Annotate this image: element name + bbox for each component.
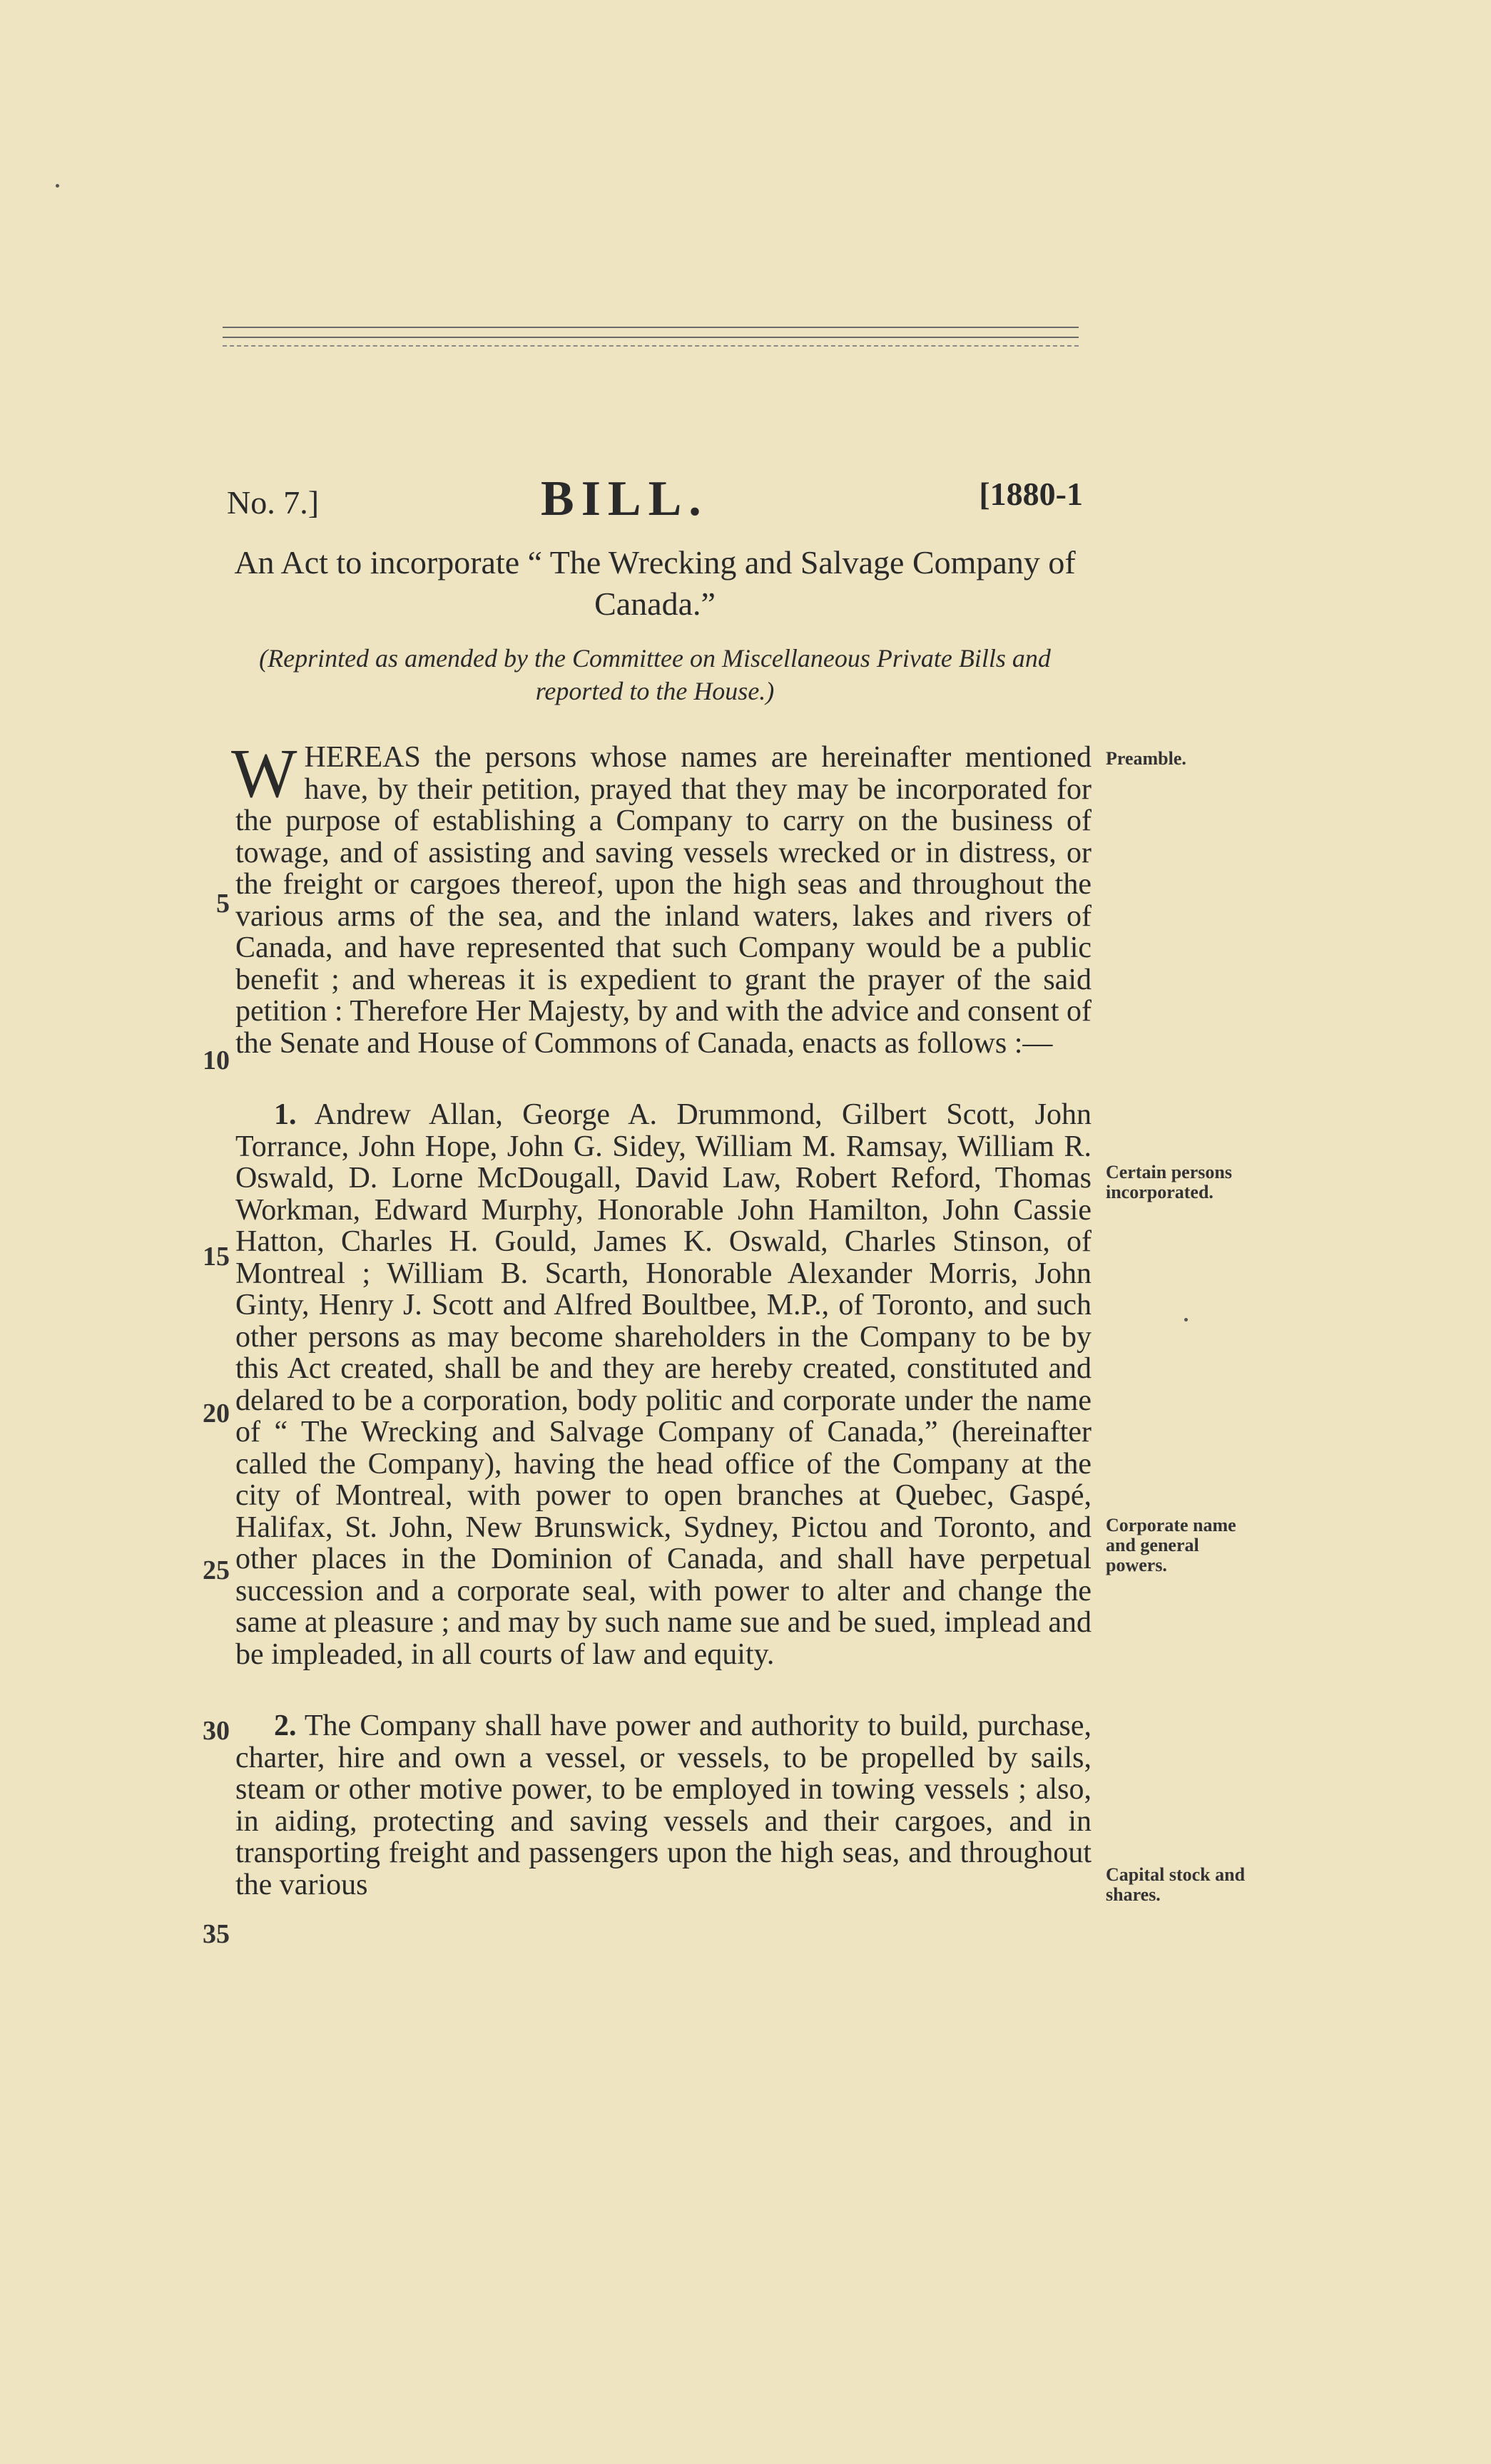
bill-header [227,471,1083,535]
bill-label: BILL. [541,471,708,526]
section-number: 1. [274,1098,297,1131]
line-number: 25 [203,1555,230,1585]
section-2-text: The Company shall have power and authority to build, purchase, charter, hire and own a vessel, or vessels, to be propelled by sails, steam or other motive power, to be employed in towing vessels ; also, in aiding, protecting and saving vessels and their cargoes, and in transporting freight and passengers upon the high seas, and throughout the various [235,1709,1091,1901]
section-2 [235,1710,1091,1901]
marginal-note-certain-persons: Certain persons incorporated. [1106,1162,1232,1202]
bill-body [231,735,1091,1901]
section-1-text: Andrew Allan, George A. Drummond, Gilbert Scott, John Torrance, John Hope, John G. Sidey, William M. Ramsay, William R. Oswald, D. Lorne McDougall, David Law, Robert Reford, Thomas Workman, Edward Murphy, Honorable John Hamilton, John Cassie Hatton, Charles H. Gould, James K. Oswald, Charles Stinson, of Montreal ; William B. Scarth, Honorable Alexander Morris, John Ginty, Henry J. Scott and Alfred Boultbee, M.P., of Toronto, and such other persons as may become shareholders in the Company to be by this Act created, shall be and they are hereby created, constituted and delared to be a corporation, body politic and corporate under the name of “ The Wrecking and Salvage Company of Canada,” (hereinafter called the Company), having the head office of the Company at the city of Montreal, with power to open branches at Quebec, Gaspé, Halifax, St. John, New Brunswick, Sydney, Pictou and Toronto, and other places in the Dominion of Canada, and shall have perpetual succession and a corporate seal, with power to alter and change the same at pleasure ; and may by such name sue and be sued, implead and be impleaded, in all courts of law and equity. [235,1098,1091,1671]
section-number: 2. [274,1709,297,1742]
act-title: An Act to incorporate “ The Wrecking and Salvage Company of Canada.” [234,544,1076,622]
paper-speck [1184,1318,1188,1322]
marginal-note-corporate-name: Corporate name and general powers. [1106,1515,1236,1575]
line-number: 20 [203,1399,230,1428]
paper-speck [56,184,59,188]
line-number: 30 [203,1716,230,1746]
line-number: 15 [203,1242,230,1272]
drop-cap: W [231,735,297,812]
bill-number: No. 7.] [227,484,320,521]
marginal-note-capital-stock: Capital stock and shares. [1106,1864,1246,1905]
top-rule [223,327,1079,328]
line-number: 35 [203,1919,230,1949]
preamble-paragraph [231,735,1091,1060]
marginal-note-preamble: Preamble. [1106,748,1186,769]
preamble-text: HEREAS the persons whose names are hereinafter mentioned have, by their petition, prayed that they may be incorporated for the purpose of establishing a Company to carry on the business of towage, and of assisting and saving vessels wrecked or in distress, or the freight or cargoes thereof, upon the high seas and throughout the various arms of the sea, and the inland waters, lakes and rivers of Canada, and have represented that such Company would be a public benefit ; and whereas it is expedient to grant the prayer of the said petition : Therefore Her Majesty, by and with the advice and consent of the Senate and House of Commons of Canada, enacts as follows :— [235,741,1091,1060]
line-number: 5 [216,889,230,919]
bill-year: [1880-1 [979,476,1083,512]
section-1 [235,1099,1091,1670]
top-rule [223,345,1079,347]
top-rule [223,337,1079,338]
line-number: 10 [203,1046,230,1075]
reprint-note: (Reprinted as amended by the Committee on Miscellaneous Private Bills and reported to the House.) [259,644,1051,705]
